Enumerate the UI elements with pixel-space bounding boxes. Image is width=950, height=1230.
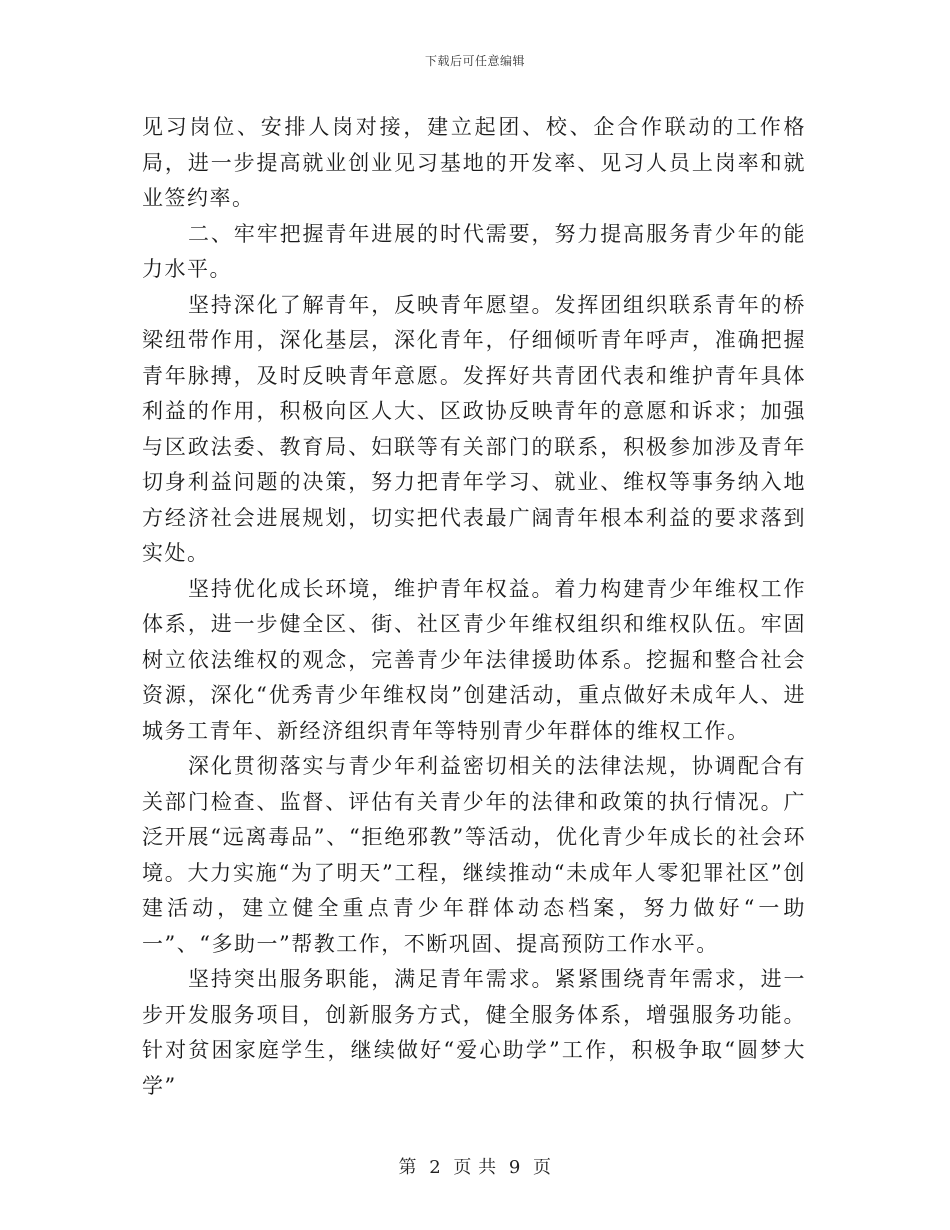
paragraph: 坚持突出服务职能，满足青年需求。紧紧围绕青年需求，进一步开发服务项目，创新服务方式，健全服务体系，增强服务功能。针对贫困家庭学生，继续做好“爱心助学”工作，积极争取“圆梦大学” (142, 967, 806, 1098)
page-footer (0, 1153, 950, 1179)
section-heading: 二、牢牢把握青年进展的时代需要，努力提高服务青少年的能力水平。 (142, 221, 806, 281)
paragraph-continuation: 见习岗位、安排人岗对接，建立起团、校、企合作联动的工作格局，进一步提高就业创业见习基地的开发率、见习人员上岗率和就业签约率。 (142, 115, 806, 210)
current-page-number: 2 (429, 1157, 442, 1178)
footer-suffix: 页 (533, 1157, 552, 1178)
paragraph: 深化贯彻落实与青少年利益密切相关的法律法规，协调配合有关部门检查、监督、评估有关青少年的法律和政策的执行情况。广泛开展“远离毒品”、“拒绝邪教”等活动，优化青少年成长的社会环境。大力实施“为了明天”工程，继续推动“未成年人零犯罪社区”创建活动，建立健全重点青少年群体动态档案，努力做好“一助一”、“多助一”帮教工作，不断巩固、提高预防工作水平。 (142, 754, 806, 956)
document-body (142, 110, 806, 1104)
page-header: 下载后可任意编辑 (424, 54, 525, 68)
paragraph: 坚持深化了解青年，反映青年愿望。发挥团组织联系青年的桥梁纽带作用，深化基层，深化青年，仔细倾听青年呼声，准确把握青年脉搏，及时反映青年意愿。发挥好共青团代表和维护青年具体利益的作用，积极向区人大、区政协反映青年的意愿和诉求；加强与区政法委、教育局、妇联等有关部门的联系，积极参加涉及青年切身利益问题的决策，努力把青年学习、就业、维权等事务纳入地方经济社会进展规划，切实把代表最广阔青年根本利益的要求落到实处。 (142, 292, 806, 565)
total-pages-number: 9 (508, 1157, 521, 1178)
footer-prefix: 第 (398, 1157, 417, 1178)
paragraph: 坚持优化成长环境，维护青年权益。着力构建青少年维权工作体系，进一步健全区、街、社区青少年维权组织和维权队伍。牢固树立依法维权的观念，完善青少年法律援助体系。挖掘和整合社会资源，深化“优秀青少年维权岗”创建活动，重点做好未成年人、进城务工青年、新经济组织青年等特别青少年群体的维权工作。 (142, 576, 806, 743)
footer-middle: 页 共 (453, 1157, 497, 1178)
